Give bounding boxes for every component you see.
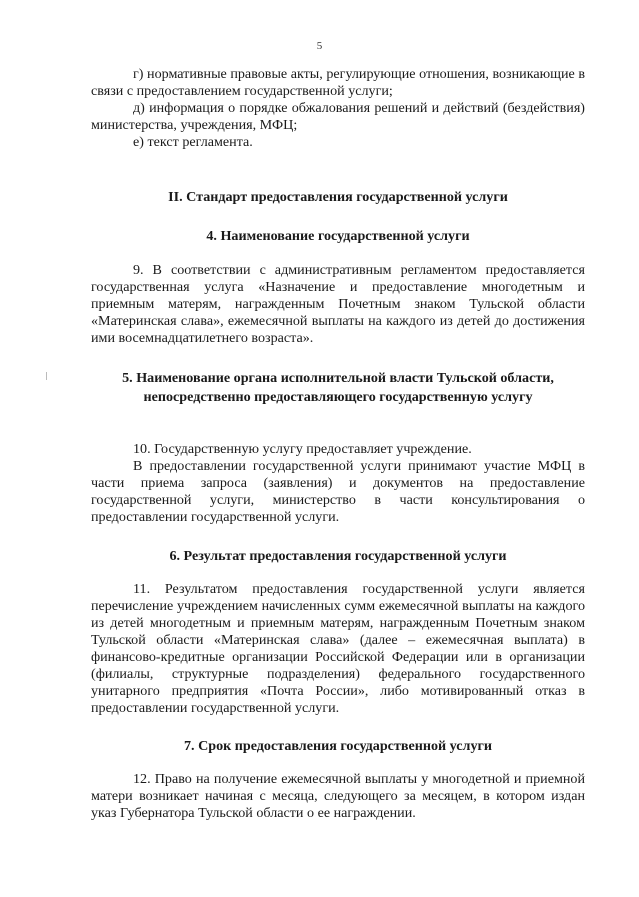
paragraph-10: 10. Государственную услугу предоставляет учреждение. [133, 441, 472, 457]
document-body [91, 66, 585, 822]
section-2-heading: II. Стандарт предоставления государственной услуги [168, 189, 508, 205]
subsection-6-heading: 6. Результат предоставления государственной услуги [169, 548, 507, 564]
list-item-g: г) нормативные правовые акты, регулирующие отношения, возникающие в связи с предоставлением государственной услуги; [91, 66, 585, 99]
list-item-e: е) текст регламента. [133, 134, 253, 150]
subsection-4-heading: 4. Наименование государственной услуги [206, 228, 470, 244]
subsection-5-heading [91, 369, 585, 407]
paragraph-11: 11. Результатом предоставления государственной услуги является перечисление учреждением начисленных сумм ежемесячной выплаты на каждого из детей многодетным и приемным матерям, награжденным Почетным знаком Тульской области «Материнская слава» (далее – ежемесячная выплата) в финансово-кредитные организации Российской Федерации или в организации (филиалы, структурные подразделения) федерального государственного унитарного предприятия «Почта России», либо мотивированный отказ в предоставлении государственной услуги. [91, 581, 585, 716]
list-item-d: д) информация о порядке обжалования решений и действий (бездействия) министерства, учреждения, МФЦ; [91, 100, 585, 133]
subsection-7-heading: 7. Срок предоставления государственной услуги [183, 738, 493, 754]
paragraph-10-continued: В предоставлении государственной услуги принимают участие МФЦ в части приема запроса (заявления) и документов на предоставление государственной услуги, министерство в части консультирования о предоставлении государственной услуги. [91, 458, 585, 525]
paragraph-9: 9. В соответствии с административным регламентом предоставляется государственная услуга «Назначение и предоставление многодетным и приемным матерям, награжденным Почетным знаком Тульской области «Материнская слава», ежемесячной выплаты на каждого из детей до достижения ими восемнадцатилетнего возраста». [91, 262, 585, 346]
page-number: 5 [316, 40, 323, 52]
paragraph-12: 12. Право на получение ежемесячной выплаты у многодетной и приемной матери возникает начиная с месяца, следующего за месяцем, в котором издан указ Губернатора Тульской области о ее награждении. [91, 771, 585, 821]
margin-mark [46, 372, 47, 380]
subsection-5-heading-line1: 5. Наименование органа исполнительной власти Тульской области, [122, 370, 554, 386]
subsection-5-heading-line2: непосредственно предоставляющего государственную услугу [143, 389, 533, 405]
